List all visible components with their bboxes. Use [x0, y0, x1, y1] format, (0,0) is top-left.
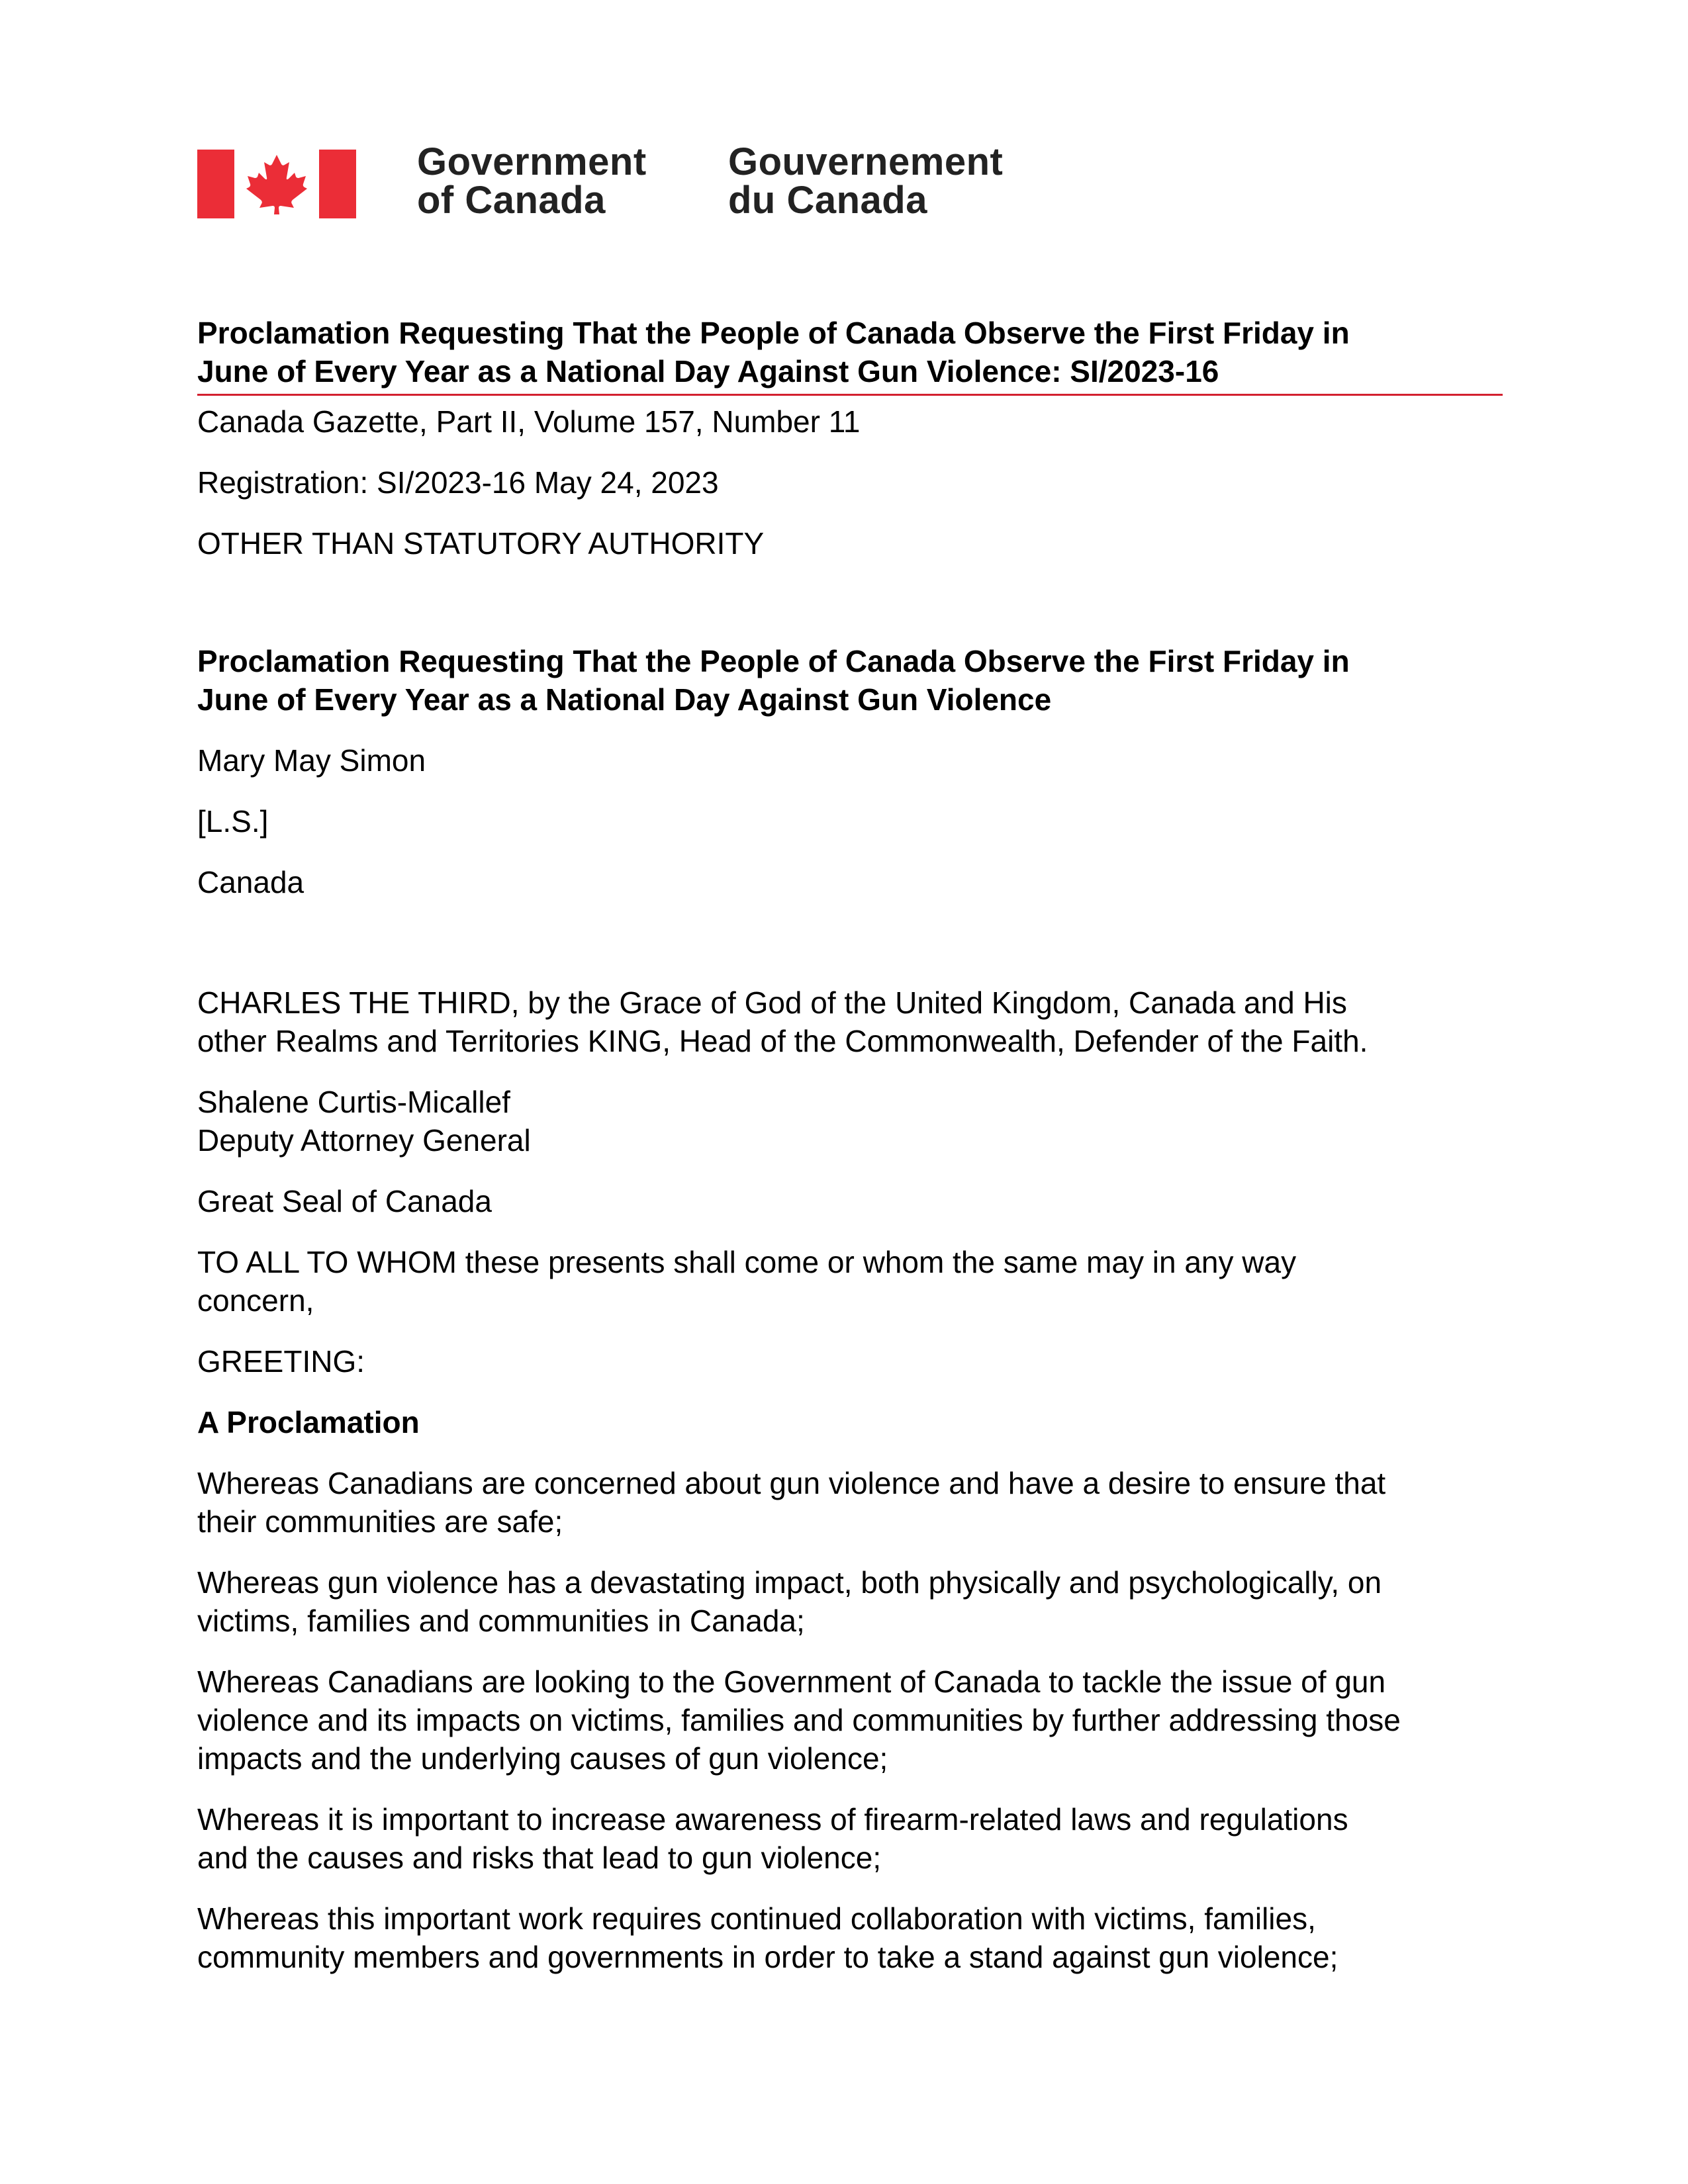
country-name: Canada	[197, 865, 305, 899]
proclamation-heading: A Proclamation	[197, 1405, 420, 1439]
royal-style-line2: other Realms and Territories KING, Head of the Commonwealth, Defender of the Faith.	[197, 1024, 1368, 1058]
proclamation-title-line1: Proclamation Requesting That the People of Canada Observe the First Friday in	[197, 644, 1350, 678]
whereas-3-line2: violence and its impacts on victims, families and communities by further addressing those	[197, 1703, 1401, 1737]
logo-wordmark-french	[728, 140, 1004, 222]
great-seal-line: Great Seal of Canada	[197, 1184, 492, 1218]
signer-name: Shalene Curtis-Micallef	[197, 1085, 510, 1119]
signer-title: Deputy Attorney General	[197, 1123, 531, 1158]
title-divider	[197, 394, 1503, 396]
whereas-2-line2: victims, families and communities in Canada;	[197, 1604, 805, 1638]
whereas-2-line1: Whereas gun violence has a devastating impact, both physically and psychologically, on	[197, 1565, 1382, 1600]
flag-right-bar	[319, 150, 356, 218]
logo-wordmark-english	[417, 140, 647, 222]
locus-sigilli: [L.S.]	[197, 804, 269, 839]
registration-line: Registration: SI/2023-16 May 24, 2023	[197, 465, 719, 500]
whereas-1-line1: Whereas Canadians are concerned about gun violence and have a desire to ensure that	[197, 1466, 1386, 1500]
logo-fr-line1: Gouvernement	[728, 140, 1004, 183]
proclamation-title-line2: June of Every Year as a National Day Against Gun Violence	[197, 682, 1052, 717]
government-of-canada-logo	[197, 150, 356, 218]
logo-fr-line2: du Canada	[728, 179, 927, 222]
greeting-line: GREETING:	[197, 1344, 365, 1379]
canada-flag-icon	[197, 150, 356, 218]
whereas-4-line1: Whereas it is important to increase awareness of firearm-related laws and regulations	[197, 1802, 1348, 1837]
whereas-5-line1: Whereas this important work requires continued collaboration with victims, families,	[197, 1901, 1316, 1936]
flag-left-bar	[197, 150, 234, 218]
logo-en-line2: of Canada	[417, 179, 606, 222]
whereas-1-line2: their communities are safe;	[197, 1504, 563, 1539]
authority-line: OTHER THAN STATUTORY AUTHORITY	[197, 526, 765, 561]
whereas-4-line2: and the causes and risks that lead to gun violence;	[197, 1841, 882, 1875]
to-all-line1: TO ALL TO WHOM these presents shall come or whom the same may in any way	[197, 1245, 1297, 1279]
gazette-reference: Canada Gazette, Part II, Volume 157, Number 11	[197, 404, 861, 439]
document-title-line1: Proclamation Requesting That the People of Canada Observe the First Friday in	[197, 316, 1350, 350]
whereas-5-line2: community members and governments in order to take a stand against gun violence;	[197, 1940, 1338, 1974]
governor-general-name: Mary May Simon	[197, 743, 426, 778]
whereas-3-line3: impacts and the underlying causes of gun violence;	[197, 1741, 888, 1776]
logo-en-line1: Government	[417, 140, 647, 183]
to-all-line2: concern,	[197, 1283, 314, 1318]
whereas-3-line1: Whereas Canadians are looking to the Government of Canada to tackle the issue of gun	[197, 1664, 1386, 1699]
maple-leaf-icon	[244, 154, 310, 214]
royal-style-line1: CHARLES THE THIRD, by the Grace of God of the United Kingdom, Canada and His	[197, 985, 1347, 1020]
document-title-line2: June of Every Year as a National Day Against Gun Violence: SI/2023-16	[197, 354, 1219, 388]
